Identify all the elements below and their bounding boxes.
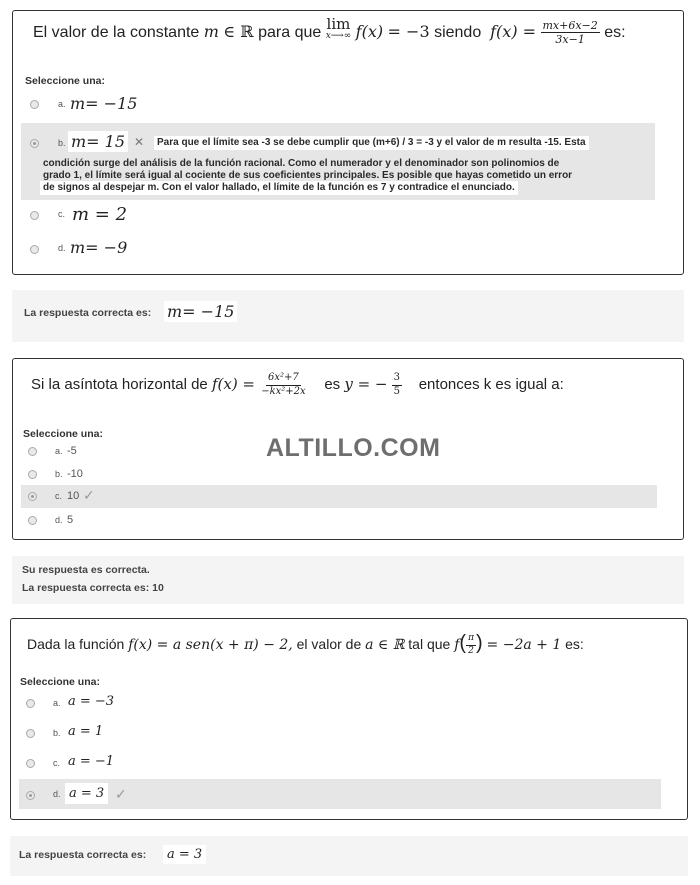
- lim-word: lim: [326, 15, 351, 33]
- option-letter: b.: [55, 469, 63, 479]
- radio-d[interactable]: [26, 791, 35, 800]
- correct-icon: ✓: [115, 786, 127, 802]
- stem-rhs: = −2a + 1: [486, 637, 562, 653]
- stem-fx: f(x) =: [211, 375, 256, 393]
- select-label: Seleccione una:: [23, 428, 103, 440]
- incorrect-icon: ✕: [134, 135, 145, 149]
- fraction-denominator: −kx²+2x: [261, 385, 306, 397]
- correct-icon: ✓: [83, 487, 95, 503]
- option-c-highlight: [21, 485, 657, 508]
- radio-b[interactable]: [30, 139, 39, 148]
- option-letter: d.: [55, 515, 63, 525]
- stem-fx: f(x) = a sen(x + π) − 2,: [128, 637, 293, 653]
- stem-text: tal que: [408, 636, 451, 652]
- stem-set: ∈ ℝ: [223, 22, 254, 41]
- stem-text: siendo: [434, 24, 482, 41]
- watermark: ALTILLO.COM: [266, 434, 441, 462]
- radio-c[interactable]: [26, 759, 35, 768]
- radio-b[interactable]: [26, 729, 35, 738]
- stem-text: es: [324, 376, 341, 393]
- stem-set: a ∈ ℝ: [365, 637, 405, 653]
- question-3-feedback: [10, 836, 688, 876]
- feedback-label: La respuesta correcta es:: [24, 307, 152, 319]
- option-letter: d.: [58, 243, 66, 253]
- stem-f: f: [454, 637, 460, 653]
- option-label[interactable]: 10: [67, 490, 80, 502]
- fraction-numerator: π: [466, 634, 476, 645]
- stem-y-fraction: [392, 373, 402, 397]
- paren: ): [475, 632, 483, 654]
- option-letter: a.: [55, 446, 63, 456]
- stem-var: m: [203, 22, 219, 41]
- radio-d[interactable]: [28, 516, 37, 525]
- option-label[interactable]: a = 3: [65, 783, 108, 804]
- select-label: Seleccione una:: [20, 676, 100, 688]
- stem-eq: = −3: [387, 22, 430, 41]
- question-1-stem: [33, 17, 626, 48]
- feedback-answer: a = 3: [163, 845, 206, 864]
- question-2-feedback: [12, 556, 684, 604]
- explanation-line-3: grado 1, el límite será igual al cociente de sus coeficientes principales. Es posible que hayas cometido un error: [43, 170, 573, 181]
- fraction-numerator: 6x²+7: [266, 373, 301, 386]
- option-label[interactable]: -5: [67, 445, 77, 457]
- fraction-denominator: 3x−1: [555, 33, 585, 47]
- option-label[interactable]: -10: [67, 468, 83, 480]
- fraction-denominator: 5: [393, 385, 401, 397]
- question-2-stem: [31, 367, 564, 402]
- stem-text: para que: [258, 24, 322, 41]
- radio-a[interactable]: [28, 447, 37, 456]
- radio-a[interactable]: [30, 100, 39, 109]
- paren: (: [459, 632, 467, 654]
- option-label[interactable]: m= −15: [70, 94, 138, 113]
- question-3-box: [10, 618, 688, 820]
- option-letter: d.: [53, 789, 61, 799]
- stem-fx2: f(x) =: [490, 22, 537, 41]
- stem-text: es:: [604, 24, 626, 41]
- stem-text: Si la asíntota horizontal de: [31, 376, 208, 393]
- radio-d[interactable]: [30, 245, 39, 254]
- option-letter: a.: [53, 698, 61, 708]
- stem-fraction: [541, 20, 600, 46]
- radio-a[interactable]: [26, 699, 35, 708]
- limit-operator: [326, 17, 351, 41]
- radio-b[interactable]: [28, 470, 37, 479]
- question-3-stem: [27, 627, 584, 661]
- stem-text: es:: [565, 636, 584, 652]
- option-letter: c.: [58, 209, 66, 219]
- option-label[interactable]: m= 15: [68, 131, 128, 152]
- option-label[interactable]: a = 1: [68, 724, 104, 739]
- radio-c[interactable]: [28, 492, 37, 501]
- fraction-denominator: 2: [468, 645, 474, 656]
- fraction-numerator: 3: [392, 373, 402, 386]
- feedback-status: Su respuesta es correcta.: [22, 564, 150, 576]
- explanation-line-1: Para que el límite sea -3 se debe cumplir que (m+6) / 3 = -3 y el valor de m resulta -15. Esta: [154, 136, 589, 150]
- option-label[interactable]: m= −9: [70, 238, 128, 257]
- stem-text: Dada la función: [27, 636, 125, 652]
- option-letter: c.: [53, 758, 61, 768]
- option-letter: c.: [55, 491, 63, 501]
- stem-text: El valor de la constante: [33, 24, 200, 41]
- feedback-label: La respuesta correcta es: 10: [22, 582, 164, 594]
- feedback-answer: m= −15: [164, 301, 237, 322]
- explanation-line-4: de signos al despejar m. Con el valor hallado, el límite de la función es 7 y contradice el enunciado.: [40, 181, 518, 195]
- option-letter: b.: [58, 138, 66, 148]
- stem-fraction: [466, 634, 476, 656]
- explanation-line-2: condición surge del análisis de la función racional. Como el numerador y el denominador son polinomios de: [43, 158, 560, 169]
- stem-y: y = −: [344, 375, 388, 393]
- stem-text: el valor de: [296, 636, 362, 652]
- option-letter: a.: [58, 99, 66, 109]
- lim-sub: x⟶∞: [325, 31, 352, 41]
- stem-fx: f(x): [355, 22, 384, 41]
- option-label[interactable]: a = −1: [68, 754, 115, 769]
- fraction-numerator: mx+6x−2: [542, 18, 598, 32]
- radio-c[interactable]: [30, 211, 39, 220]
- option-label[interactable]: m = 2: [72, 204, 128, 225]
- select-label: Seleccione una:: [25, 75, 105, 87]
- option-label[interactable]: 5: [67, 514, 74, 526]
- question-1-box: [12, 10, 684, 275]
- feedback-label: La respuesta correcta es:: [19, 849, 147, 861]
- stem-fraction: [259, 373, 307, 397]
- option-label[interactable]: a = −3: [68, 694, 115, 709]
- option-letter: b.: [53, 728, 61, 738]
- question-1-feedback: [12, 290, 684, 342]
- stem-text: entonces k es igual a:: [418, 376, 564, 393]
